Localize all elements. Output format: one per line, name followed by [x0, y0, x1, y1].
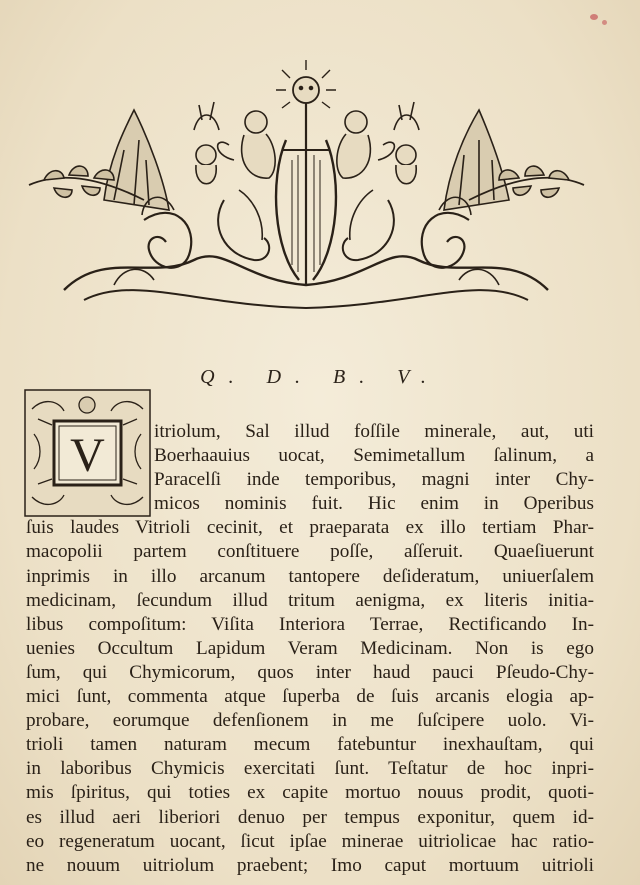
ornamental-headpiece [24, 50, 589, 315]
text-line: itriolum, Sal illud foſſile minerale, aut, uti [154, 421, 594, 442]
stain [590, 14, 598, 20]
text-line: inprimis in illo arcanum tantopere deſideratum, uniuerſalem [26, 565, 594, 587]
text-line: in laboribus Chymicis exercitati ſunt. Teſtatur de hoc inpri- [26, 758, 594, 780]
body-text [26, 420, 594, 878]
text-line: Boerhaauius uocat, Semimetallum ſalinum, a [154, 445, 594, 467]
text-line: ſuis laudes Vitrioli cecinit, et praeparata ex illo tertiam Phar- [26, 517, 594, 539]
text-line: probare, eorumque defenſionem in me ſuſcipere uolo. Vi- [26, 710, 594, 732]
text-line: ne nouum uitriolum praebent; Imo caput mortuum uitrioli [26, 854, 594, 876]
section-heading: Q. D. B. V. [200, 366, 440, 388]
text-line: eo regeneratum uocant, ſicut ipſae minerae uitriolicae hac ratio- [26, 830, 594, 852]
stain [602, 20, 607, 25]
text-line: es illud aeri liberiori denuo per tempus exponitur, quem id- [26, 806, 594, 828]
drop-cap-letter: V [70, 429, 105, 482]
text-line: medicinam, ſecundum illud tritum aenigma, ex literis initia- [26, 589, 594, 611]
text-line: trioli tamen naturam mecum fatebuntur inexhauſtam, qui [26, 734, 594, 756]
text-line: libus compoſitum: Viſita Interiora Terrae, Rectificando In- [26, 613, 594, 635]
text-line: mis ſpiritus, qui toties ex capite mortuo nouus prodit, quoti- [26, 782, 594, 804]
text-line: macopolii partem conſtituere poſſe, aſſeruit. Quaeſiuerunt [26, 541, 594, 563]
text-line: mici ſunt, commenta atque ſuperba de ſuis arcanis elogia ap- [26, 686, 594, 708]
text-line: ſum, qui Chymicorum, quos inter haud pauci Pſeudo-Chy- [26, 661, 594, 683]
text-line: uenies Occultum Lapidum Veram Medicinam. Non is ego [26, 637, 594, 659]
text-line: micos nominis fuit. Hic enim in Operibus [154, 493, 594, 515]
text-line: Paracelſi inde temporibus, magni inter Chy- [154, 469, 594, 491]
